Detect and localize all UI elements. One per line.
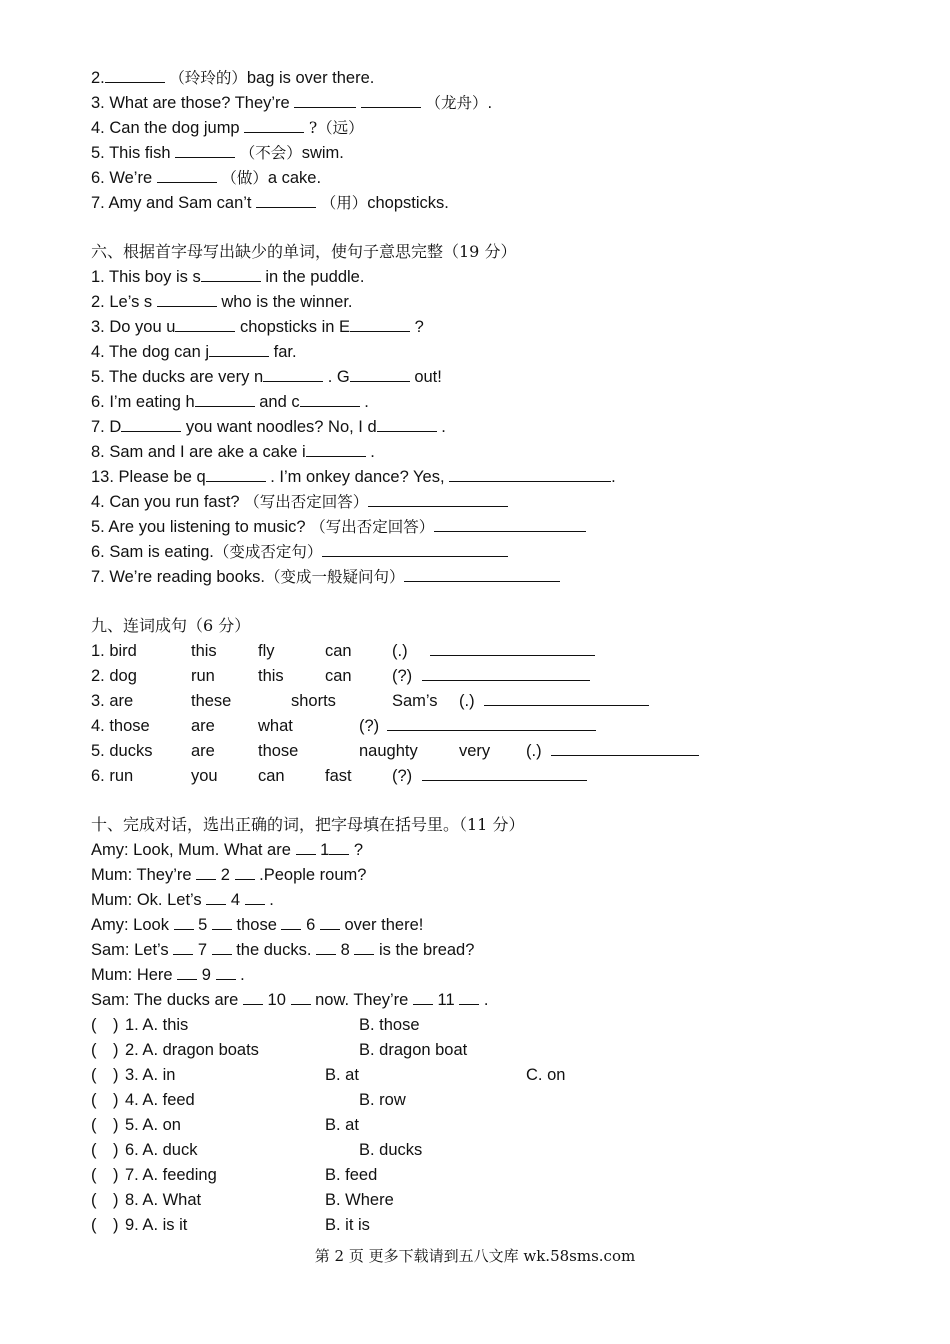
dialogue-line-4 (91, 913, 423, 937)
answer-blank (484, 689, 649, 706)
answer-bracket-close: ) (113, 1191, 119, 1209)
answer-blank (322, 540, 508, 557)
answer-blank (350, 315, 410, 332)
answer-blank (430, 639, 595, 656)
answer-blank (422, 764, 587, 781)
option-b: B. it is (325, 1216, 370, 1234)
choice-row-8 (91, 1188, 791, 1212)
answer-bracket-close: ) (113, 1141, 119, 1159)
word: these (191, 692, 232, 710)
text: 4. Can you run fast? (91, 493, 240, 511)
text: the ducks. (236, 941, 312, 959)
text: This fish (109, 144, 171, 162)
answer-blank (377, 415, 437, 432)
option-a: 9. A. is it (125, 1216, 188, 1234)
answer-bracket-open: ( (91, 1091, 97, 1109)
dialogue-line-5 (91, 938, 474, 962)
choice-row-4 (91, 1088, 791, 1112)
dialogue-line-3 (91, 888, 274, 912)
text: . (370, 443, 375, 461)
answer-blank (320, 913, 340, 930)
p6-item-6 (91, 390, 369, 414)
word: fly (258, 642, 275, 660)
text: Mum: Here (91, 966, 173, 984)
choice-row-9 (91, 1213, 791, 1237)
answer-bracket-close: ) (113, 1216, 119, 1234)
word: 5. ducks (91, 742, 153, 760)
text: bag is over there. (246, 69, 375, 87)
p6-item-2 (91, 290, 353, 314)
option-b: B. at (325, 1116, 359, 1134)
p6-item-4 (91, 340, 297, 364)
choice-row-5 (91, 1113, 791, 1137)
answer-blank (175, 141, 235, 158)
option-c: C. on (526, 1066, 566, 1084)
hint: （做） (221, 169, 268, 187)
text: Amy and Sam can’t (108, 194, 252, 212)
option-a: 5. A. on (125, 1116, 181, 1134)
hint: （不会） (239, 144, 302, 162)
section-title-part9: 九、连词成句（6 分） (91, 616, 251, 635)
p5-item-7 (91, 191, 449, 215)
option-a: 2. A. dragon boats (125, 1041, 259, 1059)
text: is the bread? (379, 941, 475, 959)
item-number: 4. (91, 119, 105, 137)
word: 4. those (91, 717, 150, 735)
p9-row-4 (91, 714, 891, 738)
hint: （玲玲的） (169, 69, 247, 87)
text: Amy: Look, Mum. What are (91, 841, 291, 859)
text: far. (273, 343, 297, 361)
hint: （写出否定回答） (244, 493, 369, 511)
answer-blank (121, 415, 181, 432)
option-a: 6. A. duck (125, 1141, 198, 1159)
text: 8. Sam and I are ake a cake i (91, 443, 306, 461)
p9-row-2 (91, 664, 891, 688)
blank-number: 8 (340, 941, 350, 959)
text: 5. The ducks are very n (91, 368, 264, 386)
word: 3. are (91, 692, 134, 710)
p6-item-8 (91, 440, 375, 464)
answer-blank (206, 465, 266, 482)
answer-blank (216, 963, 236, 980)
blank-number: 9 (201, 966, 211, 984)
text: We’re (109, 169, 153, 187)
blank-number: 11 (437, 991, 455, 1009)
text: over there! (344, 916, 424, 934)
answer-bracket-close: ) (113, 1066, 119, 1084)
word: 6. run (91, 767, 134, 785)
word: those (258, 742, 299, 760)
answer-blank (434, 515, 586, 532)
section-title-part6: 六、根据首字母写出缺少的单词，使句子意思完整（19 分） (91, 242, 517, 261)
answer-blank (449, 465, 611, 482)
p6-item-5 (91, 365, 442, 389)
text: . (487, 94, 493, 112)
answer-blank (212, 938, 232, 955)
answer-bracket-open: ( (91, 1216, 97, 1234)
p6-item-neg-answer-2 (91, 515, 586, 539)
choice-row-2 (91, 1038, 791, 1062)
blank-number: 7 (197, 941, 208, 959)
text: .People roum? (259, 866, 367, 884)
answer-bracket-close: ) (113, 1016, 119, 1034)
p9-row-5 (91, 739, 891, 763)
answer-blank (263, 365, 323, 382)
hint: ?（远） (308, 119, 364, 137)
text: ? (414, 318, 424, 336)
text: What are those? They’re (109, 94, 290, 112)
p6-item-3 (91, 315, 424, 339)
answer-blank (291, 988, 311, 1005)
word: this (191, 642, 217, 660)
text: . G (327, 368, 350, 386)
answer-bracket-open: ( (91, 1066, 97, 1084)
text: Mum: Ok. Let’s (91, 891, 202, 909)
answer-blank (209, 340, 269, 357)
text: Amy: Look (91, 916, 169, 934)
text: chopsticks in E (239, 318, 351, 336)
option-a: 3. A. in (125, 1066, 176, 1084)
hint: （写出否定回答） (310, 518, 435, 536)
answer-blank (235, 863, 255, 880)
answer-blank (413, 988, 433, 1005)
end-mark: (.) (392, 642, 408, 660)
end-mark: (.) (526, 742, 542, 760)
text: Sam: The ducks are (91, 991, 239, 1009)
answer-blank (300, 390, 360, 407)
answer-blank (105, 66, 165, 83)
option-b: B. feed (325, 1166, 378, 1184)
item-number: 7. (91, 194, 105, 212)
answer-blank (316, 938, 336, 955)
answer-blank (422, 664, 590, 681)
answer-blank (245, 888, 265, 905)
word: 1. bird (91, 642, 137, 660)
text: out! (414, 368, 442, 386)
word: run (191, 667, 215, 685)
text: 2. Le’s s (91, 293, 153, 311)
text: 5. Are you listening to music? (91, 518, 306, 536)
end-mark: (?) (359, 717, 380, 735)
item-number: 6. (91, 169, 105, 187)
item-number: 5. (91, 144, 105, 162)
answer-bracket-close: ) (113, 1091, 119, 1109)
blank-number: 4 (230, 891, 241, 909)
end-mark: (.) (459, 692, 475, 710)
p6-item-1 (91, 265, 364, 289)
answer-blank (256, 191, 316, 208)
text: . (441, 418, 446, 436)
word: can (258, 767, 285, 785)
text: those (236, 916, 277, 934)
answer-bracket-open: ( (91, 1166, 97, 1184)
word: shorts (291, 692, 336, 710)
word: very (459, 742, 491, 760)
end-mark: (?) (392, 767, 413, 785)
option-a: 4. A. feed (125, 1091, 195, 1109)
hint: （变成否定句） (213, 543, 323, 561)
answer-blank (206, 888, 226, 905)
text: Can the dog jump (109, 119, 240, 137)
answer-blank (157, 166, 217, 183)
answer-blank (244, 116, 304, 133)
answer-bracket-close: ) (113, 1166, 119, 1184)
answer-blank (243, 988, 263, 1005)
text: Mum: They’re (91, 866, 192, 884)
p6-item-negative (91, 540, 508, 564)
page-footer: 第 2 页 更多下载请到五八文库 wk.58sms.com (314, 1247, 636, 1265)
word: are (191, 717, 215, 735)
answer-bracket-open: ( (91, 1016, 97, 1034)
answer-blank (361, 91, 421, 108)
option-b: B. Where (325, 1191, 394, 1209)
answer-blank (196, 863, 216, 880)
answer-blank (294, 91, 356, 108)
answer-blank (329, 838, 349, 855)
blank-number: 2 (220, 866, 230, 884)
answer-blank (354, 938, 374, 955)
option-b: B. row (359, 1091, 406, 1109)
dialogue-line-2 (91, 863, 366, 887)
text: 13. Please be q (91, 468, 206, 486)
word: you (191, 767, 218, 785)
answer-blank (177, 963, 197, 980)
p9-row-1 (91, 639, 891, 663)
answer-bracket-open: ( (91, 1191, 97, 1209)
text: . (269, 891, 274, 909)
p5-item-3 (91, 91, 492, 115)
text: 7. We’re reading books. (91, 568, 265, 586)
option-a: 8. A. What (125, 1191, 202, 1209)
answer-blank (404, 565, 560, 582)
text: . (240, 966, 245, 984)
text: 4. The dog can j (91, 343, 210, 361)
word: 2. dog (91, 667, 137, 685)
p5-item-2 (91, 66, 374, 90)
blank-number: 6 (306, 916, 316, 934)
hint: （变成一般疑问句） (264, 568, 405, 586)
choice-row-3 (91, 1063, 791, 1087)
answer-blank (296, 838, 316, 855)
option-a: 7. A. feeding (125, 1166, 217, 1184)
hint: （龙舟） (425, 94, 488, 112)
answer-blank (212, 913, 232, 930)
p9-row-3 (91, 689, 891, 713)
answer-blank (173, 938, 193, 955)
word: naughty (359, 742, 418, 760)
text: . I’m onkey dance? Yes, (270, 468, 445, 486)
answer-blank (459, 988, 479, 1005)
p5-item-5 (91, 141, 344, 165)
answer-bracket-open: ( (91, 1041, 97, 1059)
answer-bracket-open: ( (91, 1116, 97, 1134)
p6-item-13 (91, 465, 616, 489)
text: . (611, 468, 616, 486)
text: swim. (301, 144, 344, 162)
p6-item-question (91, 565, 560, 589)
text: . (483, 991, 489, 1009)
answer-blank (368, 490, 508, 507)
text: a cake. (267, 169, 322, 187)
blank-number: 10 (267, 991, 286, 1009)
word: can (325, 667, 352, 685)
option-b: B. ducks (359, 1141, 423, 1159)
word: Sam’s (392, 692, 438, 710)
text: chopsticks. (367, 194, 449, 212)
text: 1. This boy is s (91, 268, 201, 286)
choice-row-1 (91, 1013, 791, 1037)
p6-item-neg-answer-1 (91, 490, 508, 514)
answer-blank (281, 913, 301, 930)
word: what (258, 717, 293, 735)
text: Sam: Let’s (91, 941, 169, 959)
p6-item-7 (91, 415, 446, 439)
text: 7. D (91, 418, 122, 436)
word: this (258, 667, 284, 685)
answer-blank (350, 365, 410, 382)
answer-blank (174, 913, 194, 930)
end-mark: (?) (392, 667, 413, 685)
choice-row-6 (91, 1138, 791, 1162)
option-b: B. dragon boat (359, 1041, 468, 1059)
dialogue-line-6 (91, 963, 245, 987)
answer-blank (387, 714, 596, 731)
word: can (325, 642, 352, 660)
answer-bracket-close: ) (113, 1041, 119, 1059)
answer-bracket-open: ( (91, 1141, 97, 1159)
text: . (364, 393, 369, 411)
option-a: 1. A. this (125, 1016, 189, 1034)
word: are (191, 742, 215, 760)
dialogue-line-1 (91, 838, 363, 862)
text: and c (259, 393, 300, 411)
word: fast (325, 767, 352, 785)
p9-row-6 (91, 764, 891, 788)
answer-bracket-close: ) (113, 1116, 119, 1134)
p5-item-6 (91, 166, 321, 190)
text: now. They’re (315, 991, 409, 1009)
answer-blank (201, 265, 261, 282)
hint: （用） (320, 194, 368, 212)
text: 6. I’m eating h (91, 393, 195, 411)
text: 6. Sam is eating. (91, 543, 214, 561)
item-number: 3. (91, 94, 105, 112)
section-title-part10: 十、完成对话，选出正确的词，把字母填在括号里。（11 分） (91, 815, 525, 834)
p5-item-4 (91, 116, 364, 140)
blank-number: 1 (320, 841, 330, 859)
text: you want noodles? No, I d (185, 418, 377, 436)
blank-number: 5 (198, 916, 208, 934)
item-number: 2. (91, 69, 105, 87)
answer-blank (306, 440, 366, 457)
option-b: B. at (325, 1066, 359, 1084)
choice-row-7 (91, 1163, 791, 1187)
answer-blank (195, 390, 255, 407)
text: in the puddle. (265, 268, 365, 286)
text: 3. Do you u (91, 318, 176, 336)
answer-blank (157, 290, 217, 307)
text: ? (353, 841, 364, 859)
answer-blank (551, 739, 699, 756)
option-b: B. those (359, 1016, 420, 1034)
answer-blank (175, 315, 235, 332)
dialogue-line-7 (91, 988, 488, 1012)
text: who is the winner. (221, 293, 353, 311)
